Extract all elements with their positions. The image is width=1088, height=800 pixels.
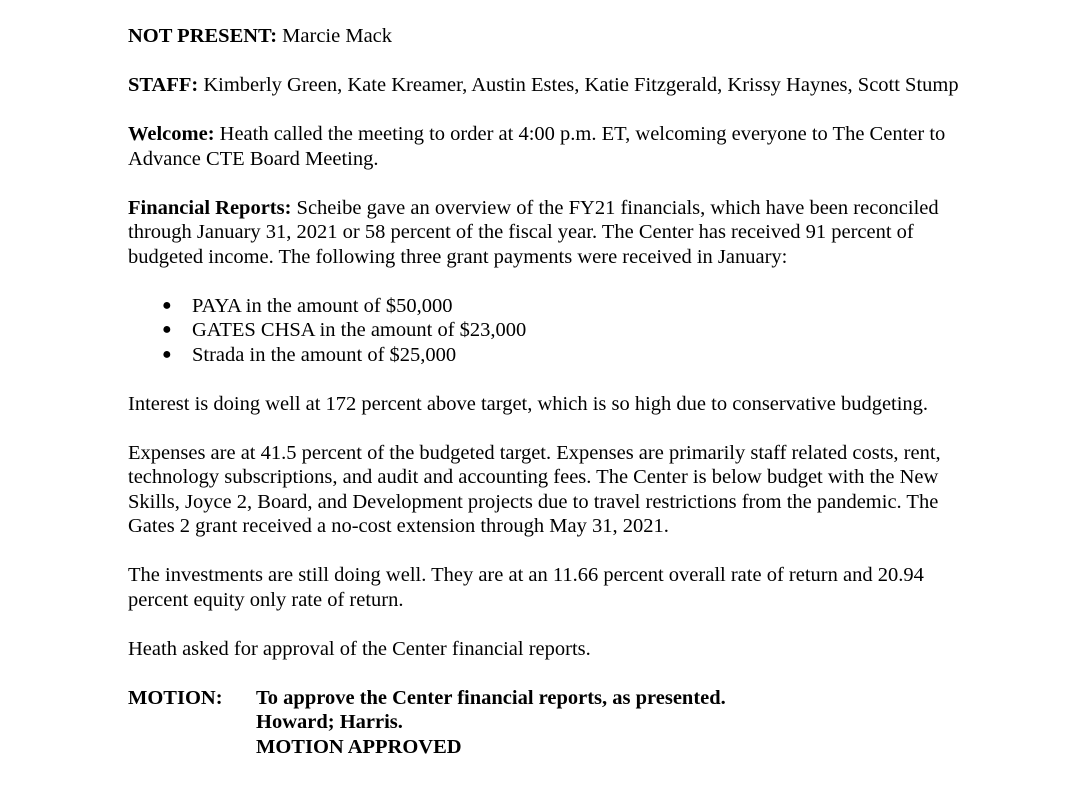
motion-text: To approve the Center financial reports, as presented. <box>256 686 726 709</box>
motion-label: MOTION: <box>128 686 223 709</box>
financial-reports-text: Scheibe gave an overview of the FY21 financials, which have been reconciled through January 31, 2021 or 58 percent of the fiscal year. The Center has received 91 percent of budgeted income. The following three grant payments were received in January: <box>128 196 939 268</box>
grant-payment-text: GATES CHSA in the amount of $23,000 <box>192 319 527 341</box>
staff-text: Kimberly Green, Kate Kreamer, Austin Estes, Katie Fitzgerald, Krissy Haynes, Scott Stump <box>203 74 959 96</box>
investments-paragraph: The investments are still doing well. They are at an 11.66 percent overall rate of return and 20.94 percent equity only rate of return. <box>128 564 924 611</box>
not-present-paragraph <box>128 24 968 49</box>
bullet-icon: ● <box>162 321 172 338</box>
grant-payment-text: Strada in the amount of $25,000 <box>192 343 457 366</box>
expenses-paragraph: Expenses are at 41.5 percent of the budgeted target. Expenses are primarily staff related costs, rent, technology subscriptions, and audit and accounting fees. The Center is below budget with the New Skills, Joyce 2, Board, and Development projects due to travel restrictions from the pandemic. The Gates 2 grant received a no-cost extension through May 31, 2021. <box>128 441 941 537</box>
welcome-label: Welcome: <box>128 123 215 145</box>
staff-paragraph <box>128 73 968 98</box>
motion-body <box>256 686 726 760</box>
staff-label: STAFF: <box>128 74 199 96</box>
motion-movers: Howard; Harris. <box>256 711 403 733</box>
list-item <box>128 294 968 319</box>
list-item <box>128 318 968 343</box>
bullet-icon: ● <box>162 296 172 314</box>
welcome-paragraph <box>128 122 968 171</box>
approval-request-paragraph: Heath asked for approval of the Center financial reports. <box>128 637 591 660</box>
bullet-icon: ● <box>162 345 172 363</box>
list-item <box>128 343 968 368</box>
grant-payment-text: PAYA in the amount of $50,000 <box>192 294 453 317</box>
welcome-text: Heath called the meeting to order at 4:00 p.m. ET, welcoming everyone to The Center to Advance CTE Board Meeting. <box>128 123 946 170</box>
motion-block <box>128 686 968 760</box>
motion-result: MOTION APPROVED <box>256 735 462 758</box>
grant-payments-list <box>128 294 968 368</box>
meeting-minutes-page <box>128 24 968 759</box>
interest-paragraph: Interest is doing well at 172 percent above target, which is so high due to conservative budgeting. <box>128 392 929 415</box>
financial-reports-label: Financial Reports: <box>128 196 292 219</box>
not-present-label: NOT PRESENT: <box>128 25 278 47</box>
not-present-text: Marcie Mack <box>282 25 393 47</box>
financial-reports-paragraph <box>128 196 968 270</box>
